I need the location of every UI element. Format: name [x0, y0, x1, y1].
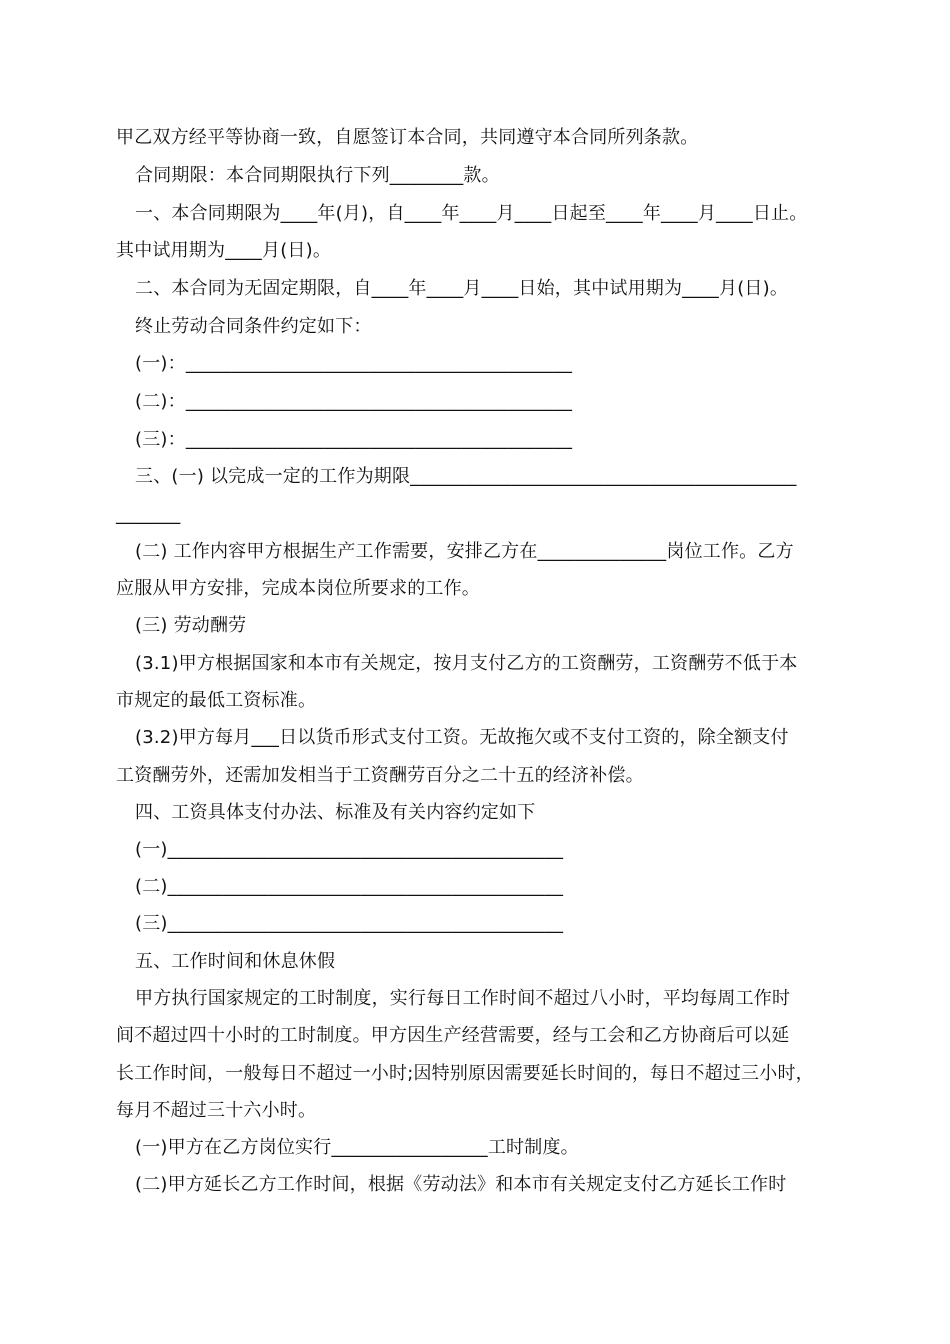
- clause-3-blank-continuation: _______: [116, 504, 181, 525]
- working-hours-line-1: 甲方执行国家规定的工时制度，实行每日工作时间不超过八小时，平均每周工作时: [135, 988, 791, 1009]
- clause-4-item-1: (一)___________________________________________: [135, 839, 564, 860]
- clause-4-heading: 四、工资具体支付办法、标准及有关内容约定如下: [135, 802, 536, 823]
- remuneration-3-1-line-1: (3.1)甲方根据国家和本市有关规定，按月支付乙方的工资酬劳，工资酬劳不低于本: [135, 653, 798, 674]
- remuneration-3-1-line-2: 市规定的最低工资标准。: [116, 690, 317, 711]
- remuneration-3-2-line-2: 工资酬劳外，还需加发相当于工资酬劳百分之二十五的经济补偿。: [116, 765, 644, 786]
- contract-term-heading: 合同期限：本合同期限执行下列________款。: [135, 165, 500, 186]
- clause-3-task-term: 三、(一) 以完成一定的工作为期限__________________________________________: [135, 466, 797, 487]
- clause-2-open-term: 二、本合同为无固定期限，自____年____月____日始，其中试用期为____月(日)。: [135, 278, 789, 299]
- remuneration-heading: (三) 劳动酬劳: [135, 615, 247, 636]
- work-content-line-1: (二) 工作内容甲方根据生产工作需要，安排乙方在______________岗位工作。乙方: [135, 541, 794, 562]
- working-hours-line-3: 长工作时间，一般每日不超过一小时;因特别原因需要延长时间的，每日不超过三小时，: [116, 1063, 814, 1084]
- working-hours-item-2: (二)甲方延长乙方工作时间，根据《劳动法》和本市有关规定支付乙方延长工作时: [135, 1174, 787, 1195]
- clause-4-item-3: (三)___________________________________________: [135, 913, 564, 934]
- working-hours-item-1: (一)甲方在乙方岗位实行_________________工时制度。: [135, 1137, 579, 1158]
- clause-1-probation: 其中试用期为____月(日)。: [116, 240, 332, 261]
- working-hours-line-2: 间不超过四十小时的工时制度。甲方因生产经营需要，经与工会和乙方协商后可以延: [116, 1025, 790, 1046]
- work-content-line-2: 应服从甲方安排，完成本岗位所要求的工作。: [116, 578, 480, 599]
- termination-item-2: (二)：__________________________________________: [135, 391, 573, 412]
- termination-heading: 终止劳动合同条件约定如下：: [135, 316, 372, 337]
- remuneration-3-2-line-1: (3.2)甲方每月___日以货币形式支付工资。无故拖欠或不支付工资的，除全额支付: [135, 727, 789, 748]
- clause-1-fixed-term: 一、本合同期限为____年(月)，自____年____月____日起至____年____月____日止。: [135, 203, 808, 224]
- termination-item-3: (三)：__________________________________________: [135, 429, 573, 450]
- termination-item-1: (一)：__________________________________________: [135, 353, 573, 374]
- paragraph-intro: 甲乙双方经平等协商一致，自愿签订本合同，共同遵守本合同所列条款。: [116, 127, 699, 148]
- working-hours-line-4: 每月不超过三十六小时。: [116, 1100, 317, 1121]
- clause-4-item-2: (二)___________________________________________: [135, 876, 564, 897]
- clause-5-heading: 五、工作时间和休息休假: [135, 951, 336, 972]
